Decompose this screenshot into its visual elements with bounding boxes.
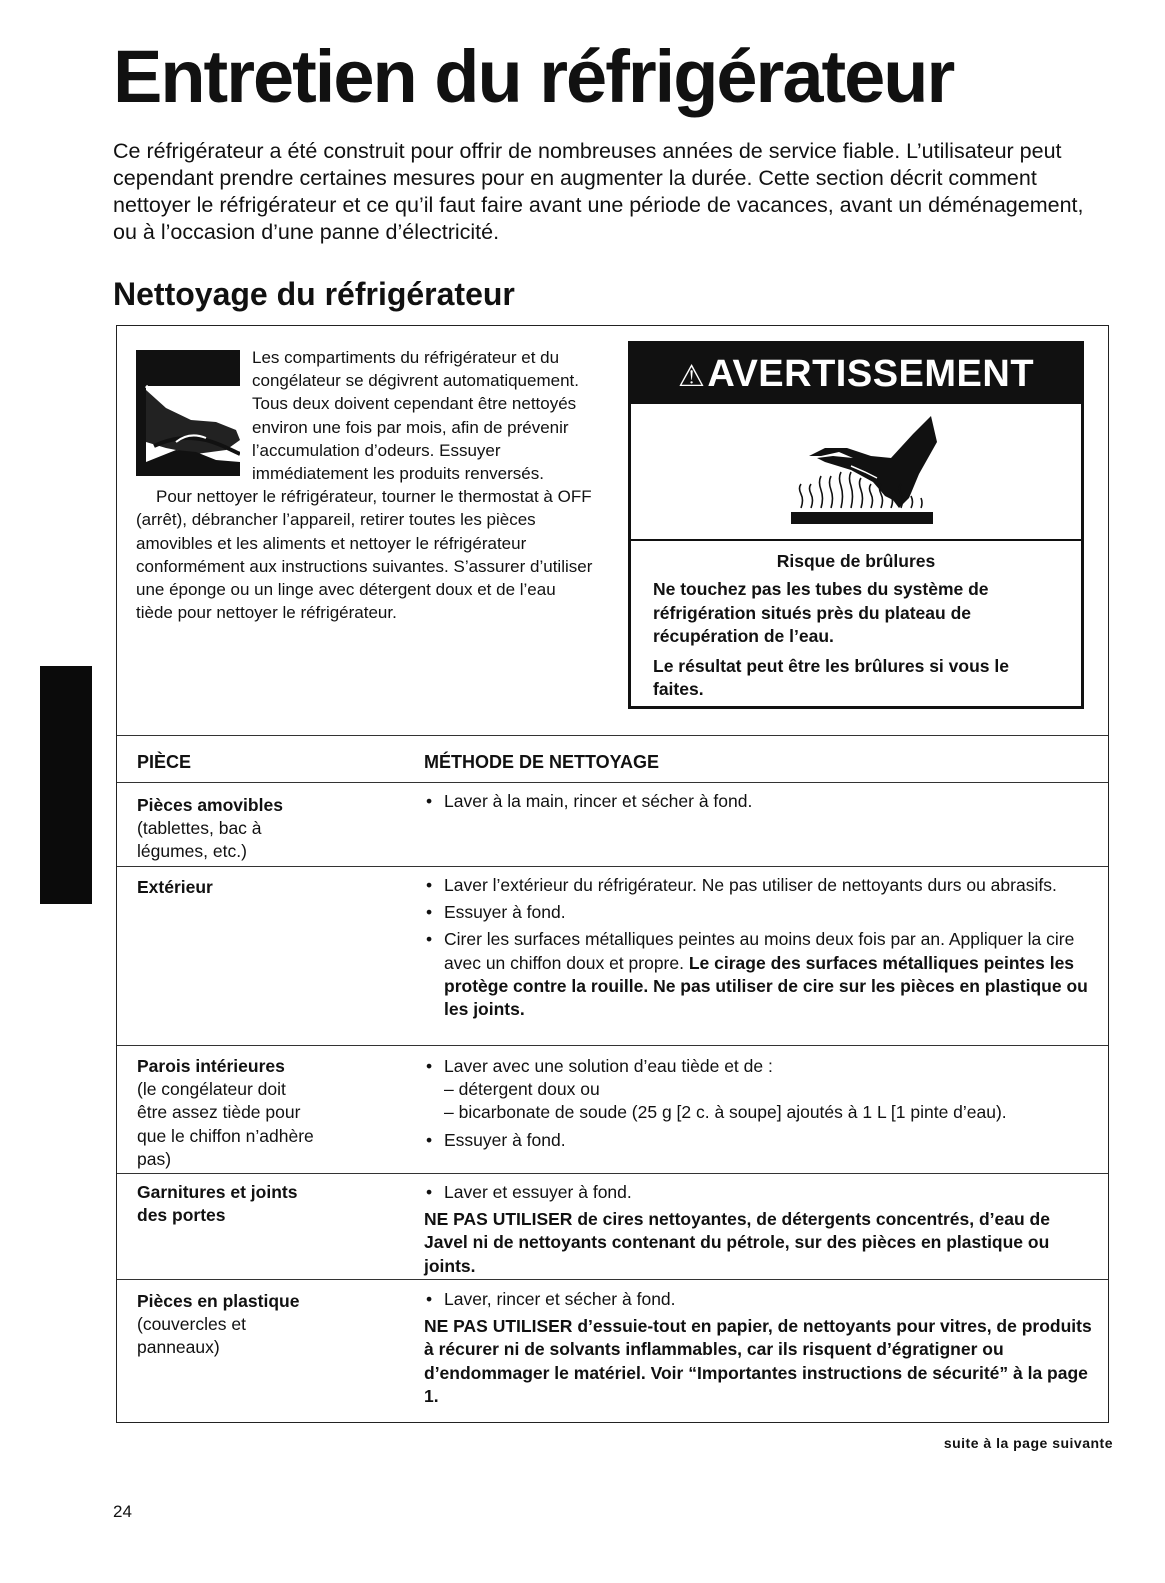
- side-tab-marker: [40, 666, 92, 904]
- cleaning-intro-p2: Pour nettoyer le réfrigérateur, tourner le thermostat à OFF (arrêt), débrancher l’appareil, retirer toutes les pièces amovibles et les aliments et nettoyer le réfrigérateur conformément aux instructions suivantes. S’assurer d’utiliser une éponge ou un linge avec détergent doux et de l’eau tiède pour nettoyer le réfrigérateur.: [136, 487, 593, 623]
- method-warning: NE PAS UTILISER de cires nettoyantes, de détergents concentrés, d’eau de Javel ni de nettoyants contenant du pétrole, sur des pièces en plastique ou joints.: [424, 1209, 1050, 1276]
- warning-hazard: Risque de brûlures: [776, 551, 936, 571]
- row-note: (couvercles et panneaux): [137, 1314, 246, 1358]
- row-title: Parois intérieures: [137, 1056, 285, 1076]
- table-row-label: [137, 1290, 317, 1360]
- method-bullet: • Essuyer à fond.: [424, 901, 1094, 924]
- method-bullet: • Laver l’extérieur du réfrigérateur. Ne pas utiliser de nettoyants durs ou abrasifs.: [424, 874, 1094, 897]
- method-bullet: • Laver et essuyer à fond.: [424, 1181, 1094, 1204]
- method-bullet: • Laver avec une solution d’eau tiède et de : – détergent doux ou – bicarbonate de soude (25 g [2 c. à soupe] ajoutés à 1 L [1 pinte d’eau).: [424, 1055, 1094, 1125]
- row-title: Garnitures et joints des portes: [137, 1182, 298, 1226]
- table-row-divider: [117, 1045, 1108, 1046]
- row-title: Pièces en plastique: [137, 1291, 300, 1311]
- table-row-divider: [117, 1173, 1108, 1174]
- row-title: Extérieur: [137, 877, 213, 897]
- page-title: Entretien du réfrigérateur: [113, 35, 954, 118]
- warning-divider: [631, 539, 1081, 541]
- table-row-label: [137, 1055, 317, 1171]
- table-row-label: [137, 876, 397, 899]
- section-title: Nettoyage du réfrigérateur: [113, 276, 515, 312]
- warning-text-1: Ne touchez pas les tubes du système de réfrigération situés près du plateau de récupération de l’eau.: [653, 579, 989, 646]
- hot-surface-hand-icon: [781, 412, 941, 537]
- cleaning-intro: [136, 346, 596, 624]
- method-bullet: • Laver, rincer et sécher à fond.: [424, 1288, 1094, 1311]
- table-row-divider: [117, 866, 1108, 867]
- table-header-method: MÉTHODE DE NETTOYAGE: [424, 752, 660, 772]
- table-row-method: [424, 1055, 1094, 1156]
- continued-note: suite à la page suivante: [943, 1435, 1113, 1451]
- row-title: Pièces amovibles: [137, 795, 283, 815]
- row-note: (tablettes, bac à légumes, etc.): [137, 818, 262, 862]
- table-top-line: [117, 735, 1108, 736]
- method-sub-item: – détergent doux ou: [444, 1079, 600, 1100]
- row-note: (le congélateur doit être assez tiède pour que le chiffon n’adhère pas): [137, 1079, 314, 1169]
- page-number: 24: [113, 1502, 132, 1521]
- method-sub-item: – bicarbonate de soude (25 g [2 c. à soupe] ajoutés à 1 L [1 pinte d’eau).: [444, 1102, 1007, 1123]
- wiping-hand-image: [136, 350, 240, 476]
- table-row-method: [424, 790, 1094, 817]
- table-row-method: [424, 874, 1094, 1025]
- intro-paragraph: Ce réfrigérateur a été construit pour offrir de nombreuses années de service fiable. L’utilisateur peut cependant prendre certaines mesures pour en augmenter la durée. Cette section décrit comment nettoyer le réfrigérateur et ce qu’il faut faire avant une période de vacances, avant un déménagement, ou à l’occasion d’une panne d’électricité.: [113, 139, 1084, 244]
- method-bullet: • Essuyer à fond.: [424, 1129, 1094, 1152]
- warning-header: [631, 344, 1081, 404]
- warning-header-text: AVERTISSEMENT: [707, 353, 1035, 395]
- table-row-method: [424, 1288, 1094, 1408]
- method-warning: NE PAS UTILISER d’essuie-tout en papier, de nettoyants pour vitres, de produits à récurer ni de solvants inflammables, car ils risquent d’égratigner ou d’endommager le matériel. Voir “Importantes instructions de sécurité” à la page 1.: [424, 1316, 1092, 1406]
- cleaning-intro-p1: Les compartiments du réfrigérateur et du congélateur se dégivrent automatiquement. Tous deux doivent cependant être nettoyés environ une fois par mois, afin de prévenir l’accumulation d’odeurs. Essuyer immédiatement les produits renversés.: [252, 348, 579, 484]
- warning-box: [628, 341, 1084, 709]
- table-row-method: [424, 1181, 1094, 1278]
- table-row-label: [137, 1181, 327, 1227]
- warning-triangle-icon: ⚠: [677, 360, 706, 393]
- method-bullet: • Cirer les surfaces métalliques peintes au moins deux fois par an. Appliquer la cire avec un chiffon doux et propre. Le cirage des surfaces métalliques peintes les protège contre la rouille. Ne pas utiliser de cire sur les pièces en plastique ou les joints.: [424, 928, 1094, 1021]
- warning-text-2: Le résultat peut être les brûlures si vous le faites.: [653, 655, 1009, 699]
- table-header-piece: PIÈCE: [137, 752, 192, 772]
- method-bullet: • Laver à la main, rincer et sécher à fond.: [424, 790, 1094, 813]
- table-row-divider: [117, 1279, 1108, 1280]
- table-row-label: [137, 794, 312, 864]
- warning-text: [653, 578, 1063, 708]
- method-bold-note: Le cirage des surfaces métalliques peintes les protège contre la rouille. Ne pas utiliser de cire sur les pièces en plastique ou les joints.: [444, 952, 1088, 1020]
- table-header-line: [117, 782, 1108, 783]
